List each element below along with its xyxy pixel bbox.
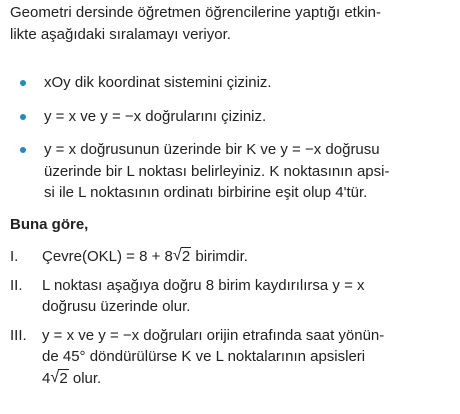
intro-line: Geometri dersinde öğretmen öğrencilerine yaptığı etkin- <box>10 4 382 21</box>
list-item-text: y = x ve y = −x doğrularını çiziniz. <box>44 107 267 125</box>
statement-number: I. <box>10 248 19 265</box>
list-item <box>0 139 460 204</box>
statement-text: y = x ve y = −x doğruları orijin etrafında saat yönün- <box>42 326 385 344</box>
statement-text <box>42 368 442 390</box>
square-root <box>50 368 68 390</box>
radical-icon: √ <box>172 247 182 264</box>
intro-line: likte aşağıdaki sıralamayı veriyor. <box>10 25 231 43</box>
bullet-icon <box>20 147 26 153</box>
bullet-icon <box>20 114 26 120</box>
section-heading: Buna göre, <box>10 216 89 233</box>
statement-number: II. <box>10 276 23 294</box>
statement-text: de 45° döndürülürse K ve L noktalarının apsisleri <box>42 348 366 365</box>
statement-text-part: 4 <box>42 369 51 387</box>
statement-list <box>0 246 460 396</box>
statement-item <box>0 275 460 318</box>
statement-number: III. <box>10 326 27 344</box>
statement-text-part: olur. <box>68 369 102 387</box>
statement-text-part: Çevre(OKL) = 8 + 8 <box>42 248 173 265</box>
list-item-text: üzerinde bir L noktası belirleyiniz. K noktasının apsi- <box>44 162 390 180</box>
statement-text: L noktası aşağıya doğru 8 birim kaydırılırsa y = x <box>42 276 365 294</box>
statement-item <box>0 246 460 268</box>
square-root <box>173 246 191 268</box>
list-item-text: si ile L noktasının ordinatı birbirine eşit olup 4'tür. <box>44 184 368 201</box>
list-item-text: xOy dik koordinat sistemini çiziniz. <box>44 74 272 91</box>
list-item <box>0 106 460 128</box>
radicand: 2 <box>59 369 68 387</box>
bullet-icon <box>20 80 26 86</box>
list-item <box>0 72 460 94</box>
intro-paragraph <box>10 2 450 45</box>
list-item-text: y = x doğrusunun üzerinde bir K ve y = −x doğrusu <box>44 141 380 158</box>
radical-icon: √ <box>50 368 60 386</box>
radicand: 2 <box>181 248 191 265</box>
instruction-list <box>0 72 460 216</box>
statement-text-part: birimdir. <box>191 248 248 265</box>
statement-item <box>0 325 460 390</box>
statement-text <box>42 246 442 268</box>
statement-text: doğrusu üzerinde olur. <box>42 298 191 315</box>
